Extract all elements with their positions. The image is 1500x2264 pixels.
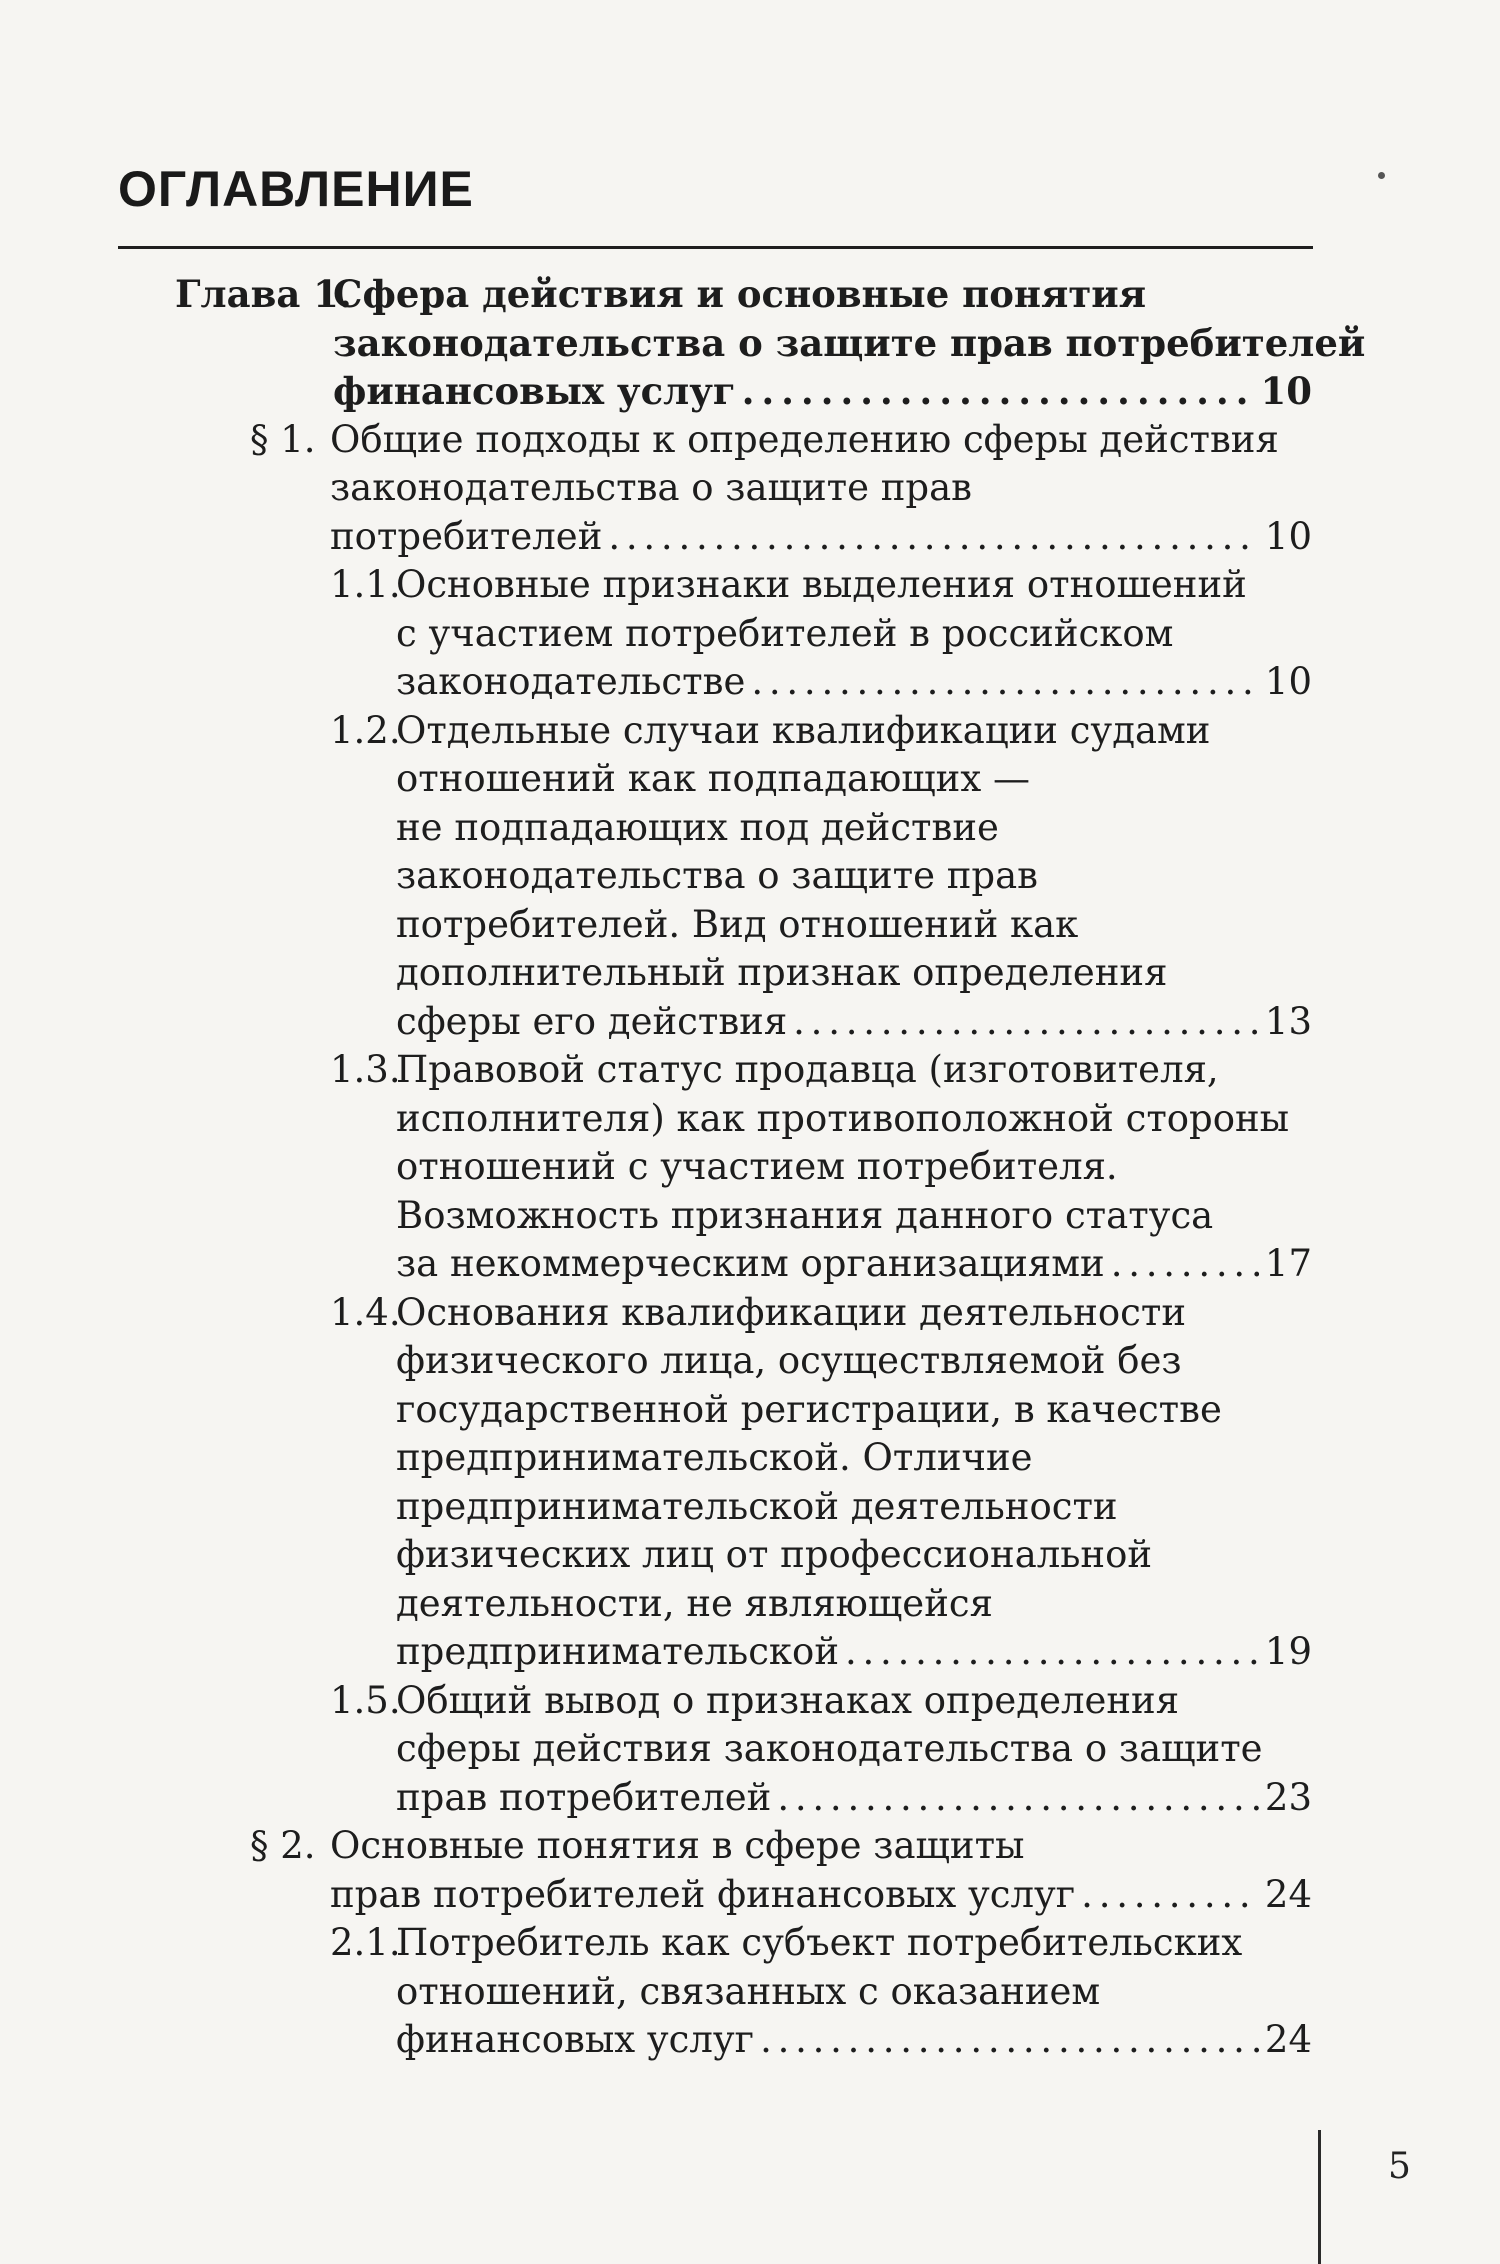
toc-entry-line: законодательстве — [396, 660, 746, 703]
toc-entry-line: сферы его действия — [396, 999, 788, 1043]
dot-leader — [608, 513, 1259, 562]
toc-entry-number: 1.3. — [330, 1048, 401, 1091]
toc-entry — [0, 1822, 1500, 1919]
dot-leader — [777, 1774, 1259, 1823]
toc-entry-line: физических лиц от профессиональной — [396, 1533, 1153, 1576]
toc-entry — [0, 1677, 1500, 1823]
toc-entry-line: законодательства о защите прав — [396, 854, 1038, 897]
dot-leader — [1111, 1240, 1259, 1289]
toc-entry-line: Отдельные случаи квалификации судами — [396, 708, 1211, 752]
toc-heading: ОГЛАВЛЕНИЕ — [118, 161, 474, 217]
dot-leader — [1081, 1871, 1259, 1920]
toc-entry-line: Правовой статус продавца (изготовителя, — [396, 1048, 1219, 1091]
toc-entry-line: финансовых услуг — [396, 2018, 755, 2061]
toc-entry-number: 1.1. — [330, 563, 401, 606]
toc-page-number: 24 — [1264, 1872, 1312, 1916]
toc-entry-line: государственной регистрации, в качестве — [396, 1387, 1222, 1431]
toc-entry-number: 2.1. — [330, 1921, 401, 1964]
toc-page-number: 10 — [1264, 660, 1312, 703]
toc-page-number: 19 — [1264, 1630, 1312, 1673]
toc-entry — [0, 1919, 1500, 2065]
footer-vertical-rule — [1318, 2130, 1321, 2264]
toc-entry-line: с участием потребителей в российском — [396, 611, 1174, 655]
toc-entry-line: отношений как подпадающих — — [396, 757, 1030, 800]
dot-leader — [760, 2016, 1259, 2065]
toc-entry-line: Возможность признания данного статуса — [396, 1193, 1214, 1237]
toc-entry — [0, 270, 1500, 416]
toc-page-number: 24 — [1264, 2018, 1312, 2061]
toc-page-number: 10 — [1260, 369, 1312, 413]
toc-page-number: 13 — [1264, 999, 1312, 1043]
toc-entry — [0, 1289, 1500, 1677]
toc-entry — [0, 561, 1500, 707]
toc-entry-line: законодательства о защите прав — [330, 466, 972, 509]
page-number: 5 — [1388, 2146, 1411, 2187]
toc-entry-line: потребителей — [330, 514, 603, 558]
toc-entry-number: Глава 1. — [175, 272, 352, 316]
toc-entry-line: не подпадающих под действие — [396, 805, 999, 849]
toc-entry-line: физического лица, осуществляемой без — [396, 1339, 1182, 1382]
toc-entry-line: Общие подходы к определению сферы действия — [330, 417, 1279, 461]
toc-page-number: 17 — [1264, 1242, 1312, 1285]
toc-entry-line: деятельности, не являющейся — [396, 1581, 993, 1625]
dot-leader — [845, 1628, 1259, 1677]
toc-entry-number: § 2. — [250, 1824, 316, 1867]
toc-entry-line: Общий вывод о признаках определения — [396, 1678, 1180, 1722]
toc-entry-line: Основания квалификации деятельности — [396, 1290, 1186, 1334]
print-speck — [1378, 172, 1385, 179]
table-of-contents — [0, 270, 1500, 2065]
toc-entry-line: исполнителя) как противоположной стороны — [396, 1096, 1290, 1140]
toc-entry-line: отношений, связанных с оказанием — [396, 1969, 1101, 2013]
heading-rule — [118, 246, 1313, 249]
toc-entry-line: потребителей. Вид отношений как — [396, 902, 1079, 946]
toc-entry — [0, 707, 1500, 1047]
toc-entry-line: предпринимательской деятельности — [396, 1484, 1118, 1528]
toc-entry-line: Сфера действия и основные понятия — [333, 272, 1147, 316]
toc-entry-line: за некоммерческим организациями — [396, 1242, 1105, 1285]
toc-entry-number: 1.4. — [330, 1290, 401, 1334]
toc-entry-line: Основные признаки выделения отношений — [396, 563, 1247, 606]
dot-leader — [742, 367, 1255, 416]
toc-entry-number: § 1. — [250, 417, 316, 461]
dot-leader — [751, 658, 1259, 707]
toc-entry — [0, 1046, 1500, 1289]
toc-page-number: 23 — [1264, 1775, 1312, 1819]
toc-page-number: 10 — [1264, 514, 1312, 558]
toc-entry — [0, 416, 1500, 562]
toc-entry-number: 1.5. — [330, 1678, 401, 1722]
toc-entry-line: финансовых услуг — [333, 369, 736, 413]
toc-entry-line: прав потребителей — [396, 1775, 772, 1819]
toc-entry-line: предпринимательской — [396, 1630, 839, 1673]
toc-entry-line: предпринимательской. Отличие — [396, 1436, 1033, 1479]
toc-entry-line: отношений с участием потребителя. — [396, 1145, 1118, 1188]
toc-entry-line: законодательства о защите прав потребителей — [333, 320, 1366, 365]
dot-leader — [793, 998, 1259, 1047]
toc-entry-line: Основные понятия в сфере защиты — [330, 1824, 1025, 1867]
toc-entry-line: прав потребителей финансовых услуг — [330, 1872, 1076, 1916]
toc-entry-line: дополнительный признак определения — [396, 951, 1168, 994]
toc-entry-line: сферы действия законодательства о защите — [396, 1727, 1263, 1770]
toc-entry-number: 1.2. — [330, 708, 401, 752]
toc-entry-line: Потребитель как субъект потребительских — [396, 1921, 1243, 1964]
